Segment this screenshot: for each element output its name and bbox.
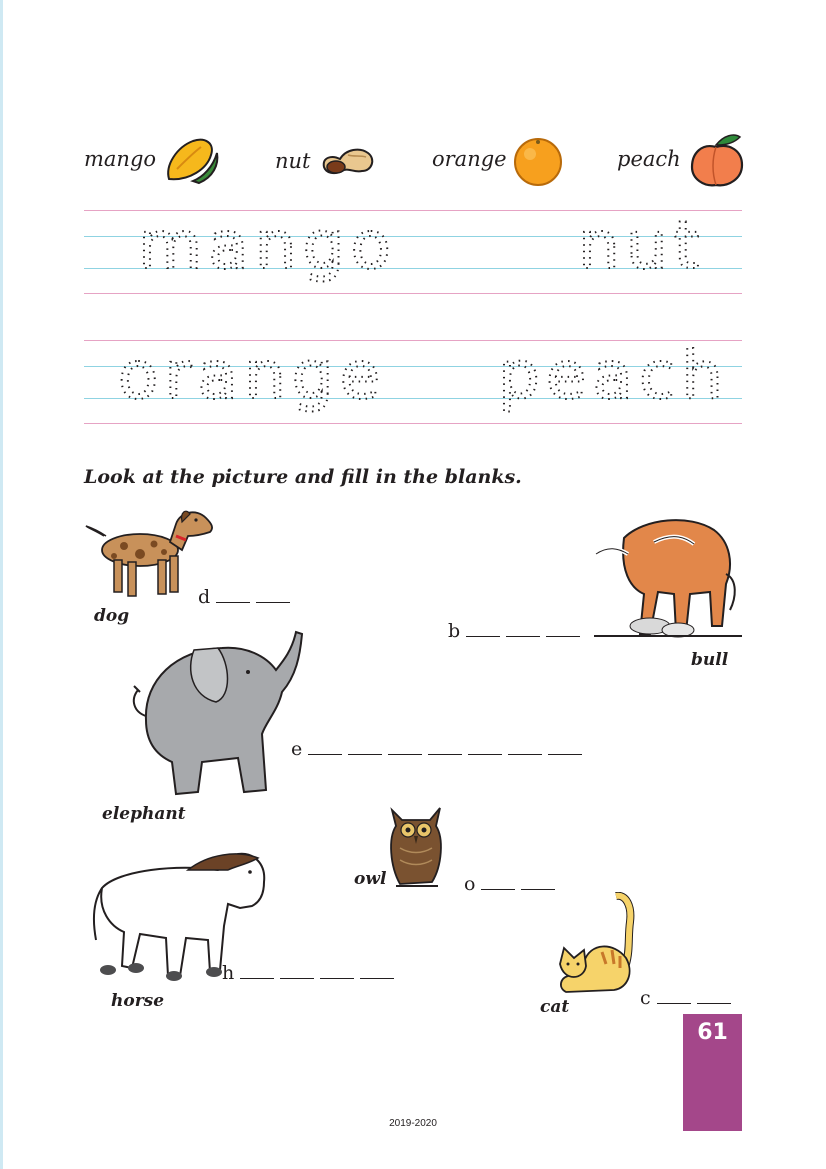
trace-word-nut: nut [578,207,706,284]
first-letter: d [198,586,211,608]
fruit-label-mango: mango [84,147,157,171]
fill-blank-horse [222,962,394,984]
footer-year: 2019-2020 [389,1118,437,1129]
fill-blank-cat [640,987,731,1009]
animal-label-bull: bull [691,650,729,670]
first-letter: h [222,962,235,984]
fruit-label-nut: nut [275,149,311,173]
animal-label-horse: horse [111,991,165,1011]
blank-slot[interactable] [508,740,542,755]
dog-illustration [84,506,216,606]
fill-blank-owl [464,873,555,895]
page-number-tab [683,1014,742,1131]
owl-illustration [386,804,446,896]
fruit-label-orange: orange [432,147,507,171]
animal-label-cat: cat [540,997,570,1017]
blank-slot[interactable] [428,740,462,755]
fill-blank-dog [198,586,290,608]
page-number: 61 [697,1020,728,1045]
mango-icon [163,135,221,189]
cat-illustration [554,892,638,1002]
fruit-label-peach: peach [617,147,681,171]
blank-slot[interactable] [468,740,502,755]
blank-slot[interactable] [657,989,691,1004]
blank-slot[interactable] [280,964,314,979]
elephant-illustration [126,630,308,802]
blank-slot[interactable] [506,622,540,637]
blank-slot[interactable] [320,964,354,979]
fill-blank-elephant [291,738,582,760]
trace-word-mango: mango [138,207,397,284]
blank-slot[interactable] [348,740,382,755]
tracing-row-2 [84,330,742,430]
trace-word-orange: orange [118,337,387,414]
first-letter: o [464,873,476,895]
blank-slot[interactable] [388,740,422,755]
blank-slot[interactable] [521,875,555,890]
blank-slot[interactable] [548,740,582,755]
page-edge [0,0,3,1169]
blank-slot[interactable] [216,588,250,603]
first-letter: b [448,620,461,642]
trace-word-peach: peach [498,337,730,414]
animal-label-dog: dog [94,606,130,626]
bull-illustration [594,514,744,648]
animal-label-owl: owl [354,869,387,889]
exercise-instruction: Look at the picture and fill in the blanks. [84,466,522,488]
first-letter: c [640,987,651,1009]
blank-slot[interactable] [481,875,515,890]
first-letter: e [291,738,303,760]
peach-icon [688,131,746,193]
blank-slot[interactable] [308,740,342,755]
blank-slot[interactable] [256,588,290,603]
blank-slot[interactable] [360,964,394,979]
blank-slot[interactable] [546,622,580,637]
orange-icon [512,136,564,192]
tracing-row-1 [84,200,742,300]
fill-blank-bull [448,620,580,642]
blank-slot[interactable] [697,989,731,1004]
blank-slot[interactable] [240,964,274,979]
peanut-icon [320,143,378,181]
blank-slot[interactable] [466,622,500,637]
animal-label-elephant: elephant [102,804,186,824]
